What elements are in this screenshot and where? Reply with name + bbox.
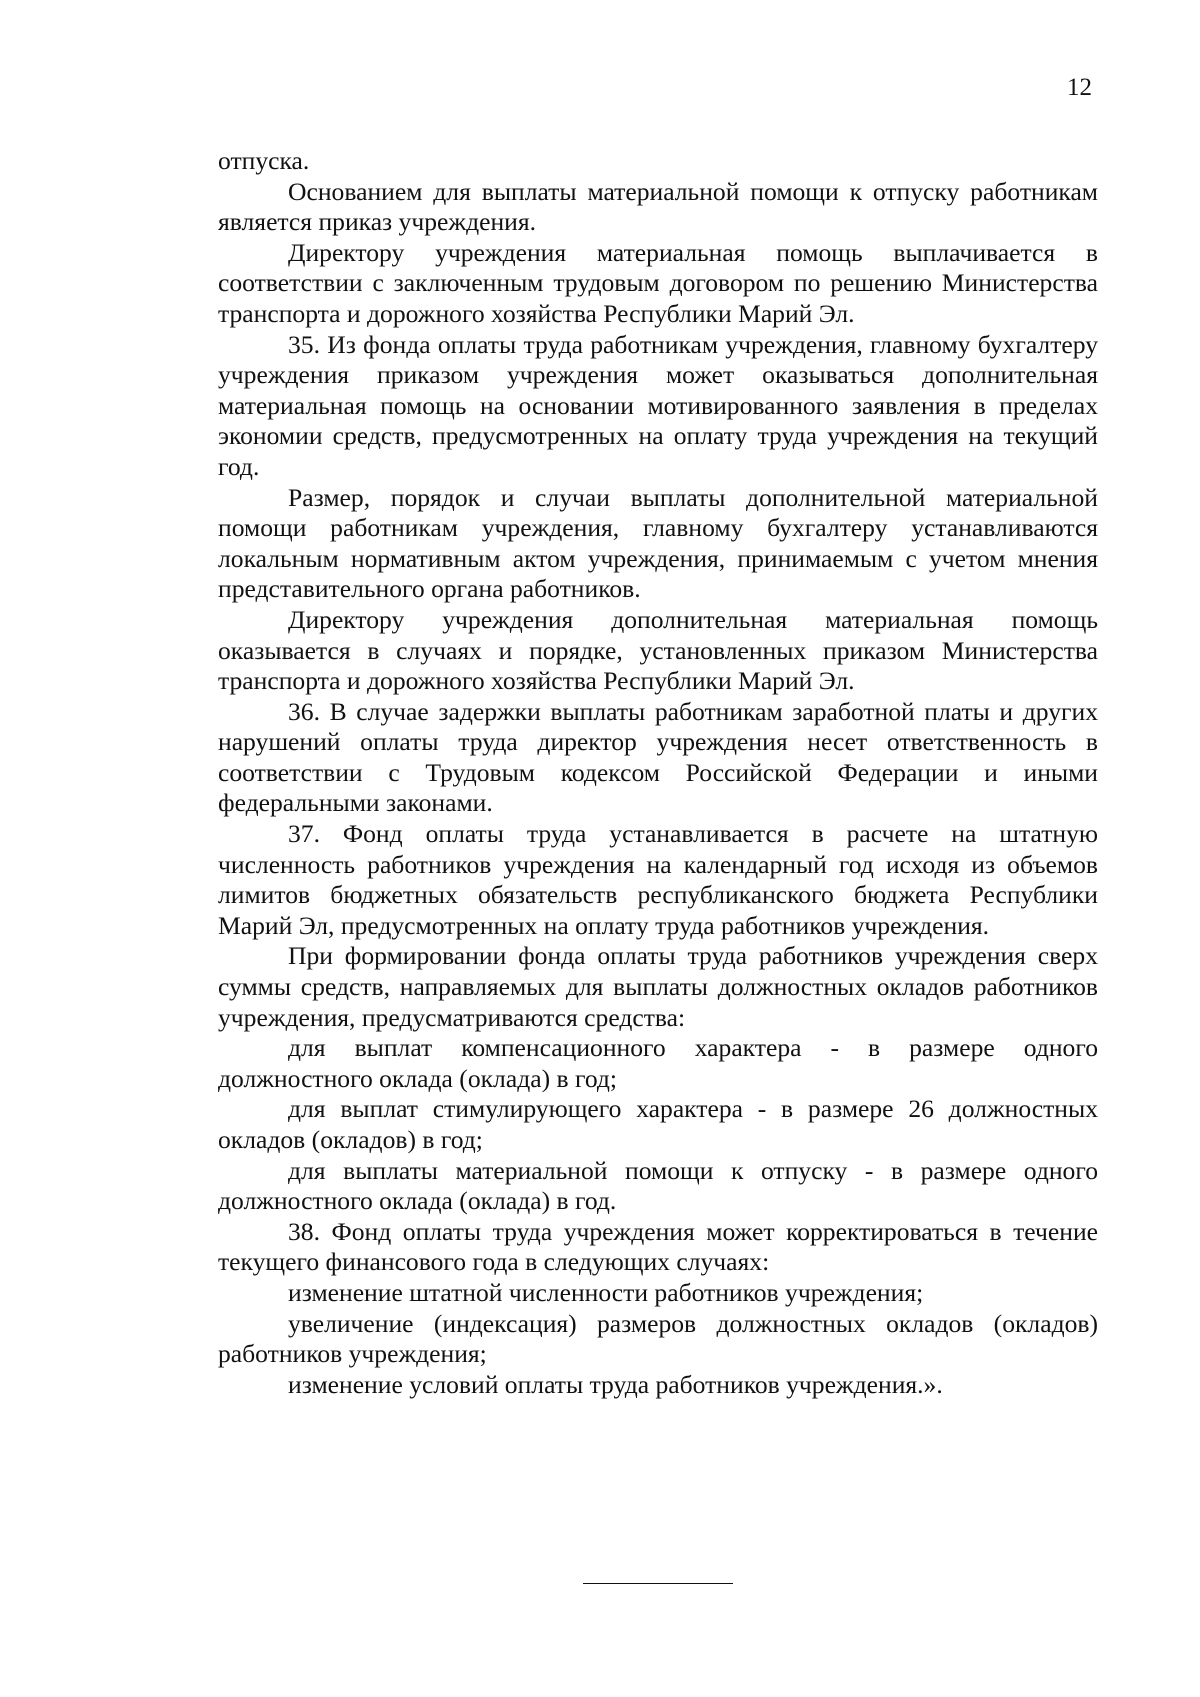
- closing-separator-line: [583, 1583, 733, 1584]
- paragraph: При формировании фонда оплаты труда работников учреждения сверх суммы средств, направляемых для выплаты должностных окладов работников учреждения, предусматриваются средства:: [218, 941, 1098, 1032]
- paragraph-item-38: 38. Фонд оплаты труда учреждения может корректироваться в течение текущего финансового года в следующих случаях:: [218, 1216, 1098, 1277]
- list-item: увеличение (индексация) размеров должностных окладов (окладов) работников учреждения;: [218, 1308, 1098, 1369]
- paragraph: Размер, порядок и случаи выплаты дополнительной материальной помощи работникам учреждения, главному бухгалтеру устанавливаются локальным нормативным актом учреждения, принимаемым с учетом мнения представительного органа работников.: [218, 482, 1098, 604]
- list-item: изменение условий оплаты труда работников учреждения.».: [288, 1369, 943, 1399]
- paragraph: Директору учреждения дополнительная материальная помощь оказывается в случаях и порядке, установленных приказом Министерства транспорта и дорожного хозяйства Республики Марий Эл.: [218, 604, 1098, 696]
- list-item: для выплат стимулирующего характера - в размере 26 должностных окладов (окладов) в год;: [218, 1094, 1098, 1154]
- paragraph: отпуска.: [218, 146, 310, 175]
- document-body: [218, 146, 1098, 1400]
- paragraph: Директору учреждения материальная помощь выплачивается в соответствии с заключенным трудовым договором по решению Министерства транспорта и дорожного хозяйства Республики Марий Эл.: [218, 237, 1098, 328]
- list-item: для выплат компенсационного характера - в размере одного должностного оклада (оклада) в год;: [218, 1033, 1098, 1093]
- list-item: изменение штатной численности работников учреждения;: [288, 1277, 924, 1307]
- paragraph-item-35: 35. Из фонда оплаты труда работникам учреждения, главному бухгалтеру учреждения приказом учреждения может оказываться дополнительная материальная помощь на основании мотивированного заявления в пределах экономии средств, предусмотренных на оплату труда учреждения на текущий год.: [218, 329, 1098, 481]
- list-item: для выплаты материальной помощи к отпуску - в размере одного должностного оклада (оклада) в год.: [218, 1155, 1098, 1216]
- paragraph: Основанием для выплаты материальной помощи к отпуску работникам является приказ учреждения.: [218, 176, 1098, 237]
- paragraph-item-36: 36. В случае задержки выплаты работникам заработной платы и других нарушений оплаты труда директор учреждения несет ответственность в соответствии с Трудовым кодексом Российской Федерации и иными федеральными законами.: [218, 696, 1098, 818]
- page-number: 12: [1067, 74, 1092, 101]
- paragraph-item-37: 37. Фонд оплаты труда устанавливается в расчете на штатную численность работников учреждения на календарный год исходя из объемов лимитов бюджетных обязательств республиканского бюджета Республики Марий Эл, предусмотренных на оплату труда работников учреждения.: [218, 819, 1098, 940]
